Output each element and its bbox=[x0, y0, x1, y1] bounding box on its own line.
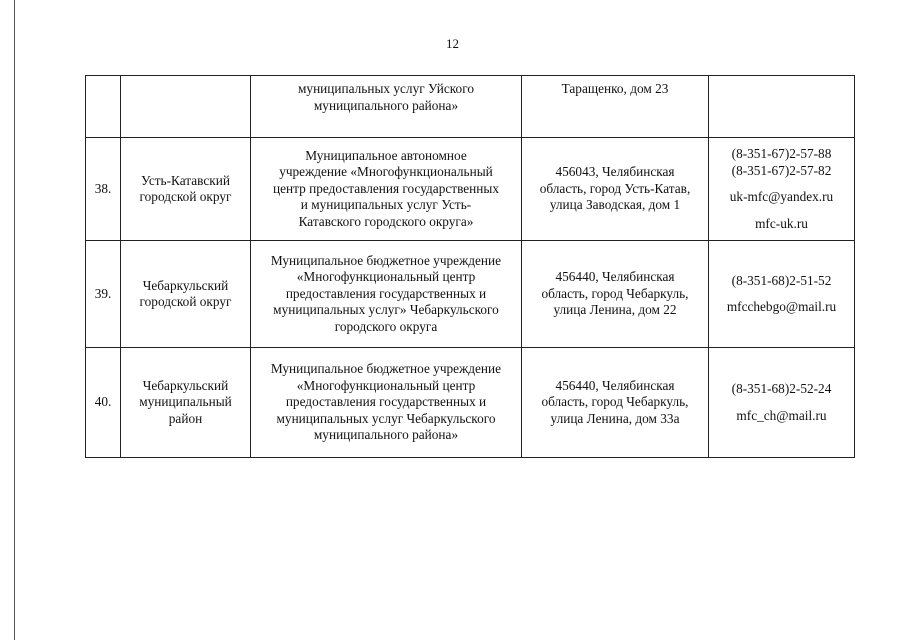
address-cell bbox=[522, 138, 709, 241]
email-text: uk-mfc@yandex.ru bbox=[729, 189, 834, 204]
row-number-cell: 38. bbox=[86, 138, 121, 241]
org-line: центр предоставления государственных bbox=[273, 180, 499, 196]
org-line: предоставления государственных и bbox=[285, 394, 487, 410]
address-line: 456043, Челябинская bbox=[555, 164, 675, 180]
phone-text: (8-351-68)2-52-24 bbox=[731, 381, 832, 396]
page-number: 12 bbox=[446, 36, 459, 51]
address-line: улица Заводская, дом 1 bbox=[549, 197, 681, 213]
address-line: улица Ленина, дом 33а bbox=[550, 410, 680, 426]
email-text: mfc_ch@mail.ru bbox=[736, 407, 827, 423]
contacts-cell bbox=[709, 241, 855, 348]
mfc-table bbox=[85, 75, 855, 458]
address-cell bbox=[522, 241, 709, 348]
district-cell bbox=[121, 348, 251, 458]
row-number-cell bbox=[86, 76, 121, 138]
email-text: mfcchebgo@mail.ru bbox=[726, 299, 837, 314]
table-row bbox=[86, 348, 855, 458]
org-line: Катавского городского округа» bbox=[298, 213, 474, 229]
organization-cell bbox=[251, 138, 522, 241]
row-number-cell: 39. bbox=[86, 241, 121, 348]
org-line: Муниципальное бюджетное учреждение bbox=[270, 252, 502, 268]
org-line: муниципального района» bbox=[313, 97, 459, 113]
district-cell bbox=[121, 138, 251, 241]
district-line: городской округ bbox=[139, 189, 232, 204]
contacts-cell bbox=[709, 76, 855, 138]
org-line: учреждение «Многофункциональный bbox=[279, 164, 493, 180]
address-line: 456440, Челябинская bbox=[555, 377, 675, 393]
address-cell bbox=[522, 76, 709, 138]
contacts-cell bbox=[709, 348, 855, 458]
address-line: область, город Чебаркуль, bbox=[541, 394, 689, 410]
table-row bbox=[86, 241, 855, 348]
org-line: муниципальных услуг Уйского bbox=[298, 81, 474, 96]
phone-text: (8-351-67)2-57-88 bbox=[731, 146, 832, 161]
organization-cell bbox=[251, 348, 522, 458]
phone-text: (8-351-68)2-51-52 bbox=[731, 272, 832, 288]
address-line: область, город Усть-Катав, bbox=[539, 180, 691, 196]
address-line: улица Ленина, дом 22 bbox=[553, 302, 677, 318]
table-row bbox=[86, 138, 855, 241]
organization-cell bbox=[251, 241, 522, 348]
phone-text: (8-351-67)2-57-82 bbox=[731, 162, 832, 178]
contacts-cell bbox=[709, 138, 855, 241]
page-left-border bbox=[14, 0, 15, 640]
district-cell bbox=[121, 76, 251, 138]
address-line: область, город Чебаркуль, bbox=[541, 285, 689, 301]
org-line: «Многофункциональный центр bbox=[296, 377, 476, 393]
row-number-cell: 40. bbox=[86, 348, 121, 458]
org-line: муниципального района» bbox=[313, 427, 459, 443]
district-line: Чебаркульский bbox=[142, 377, 229, 393]
district-line: Усть-Катавский bbox=[141, 172, 230, 188]
district-line: район bbox=[168, 410, 203, 426]
org-line: городского округа bbox=[334, 318, 438, 334]
district-line: муниципальный bbox=[139, 394, 232, 410]
website-text: mfc-uk.ru bbox=[755, 215, 808, 231]
address-line: 456440, Челябинская bbox=[555, 269, 675, 285]
org-line: предоставления государственных и bbox=[285, 285, 487, 301]
org-line: и муниципальных услуг Усть- bbox=[300, 197, 472, 213]
table-row bbox=[86, 76, 855, 138]
org-line: муниципальных услуг» Чебаркульского bbox=[273, 302, 499, 318]
district-cell bbox=[121, 241, 251, 348]
address-cell bbox=[522, 348, 709, 458]
org-line: муниципальных услуг Чебаркульского bbox=[276, 410, 496, 426]
district-line: Чебаркульский bbox=[142, 277, 229, 293]
address-line: Таращенко, дом 23 bbox=[561, 81, 669, 96]
organization-cell bbox=[251, 76, 522, 138]
org-line: «Многофункциональный центр bbox=[296, 269, 476, 285]
district-line: городской округ bbox=[139, 294, 232, 309]
org-line: Муниципальное автономное bbox=[305, 147, 467, 163]
org-line: Муниципальное бюджетное учреждение bbox=[270, 361, 502, 377]
